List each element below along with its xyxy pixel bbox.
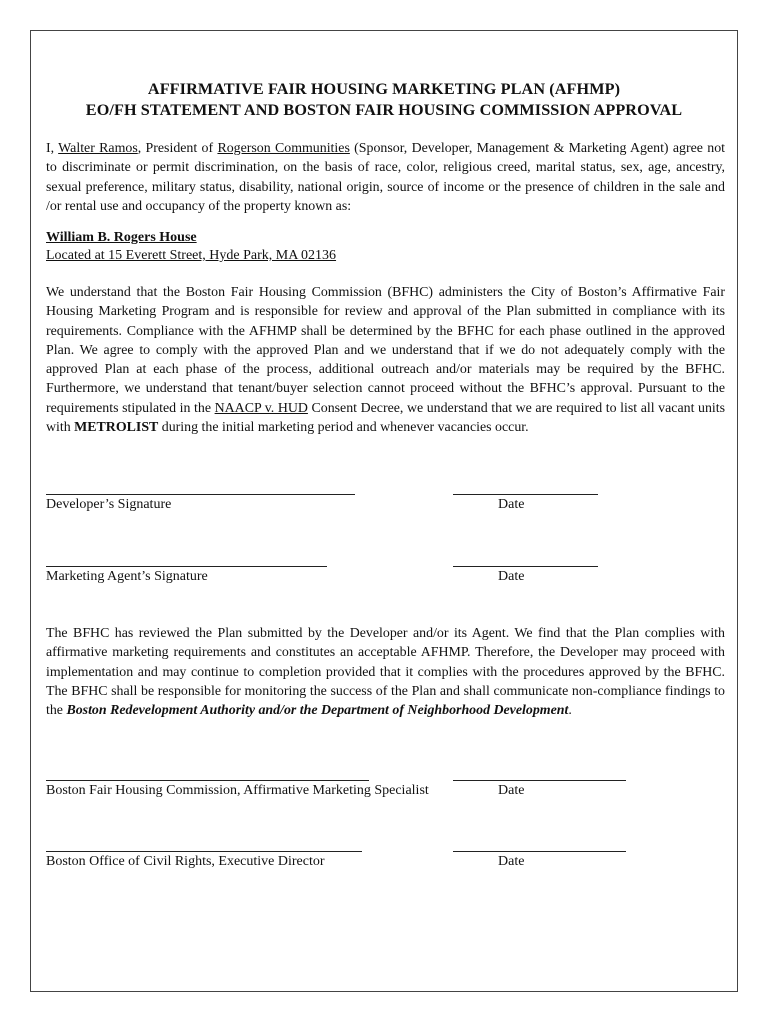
civil-rights-director-signature-line[interactable] <box>46 851 362 852</box>
developer-date-label: Date <box>498 497 525 512</box>
developer-signature-line[interactable] <box>46 494 355 495</box>
bfhc-specialist-date-line[interactable] <box>453 780 626 781</box>
document-page <box>30 30 738 992</box>
responsible-agencies: Boston Redevelopment Authority and/or the Department of Neighborhood Development <box>66 703 569 719</box>
bfhc-specialist-signature-line[interactable] <box>46 780 369 781</box>
property-name: William B. Rogers House <box>46 230 197 245</box>
president-name: Walter Ramos <box>58 141 138 156</box>
bfhc-review-paragraph <box>46 624 725 720</box>
document-title: AFFIRMATIVE FAIR HOUSING MARKETING PLAN (AFHMP) <box>147 80 621 98</box>
marketing-agent-date-line[interactable] <box>453 566 598 567</box>
marketing-agent-signature-label: Marketing Agent’s Signature <box>46 569 208 584</box>
nondiscrimination-statement <box>46 139 725 216</box>
civil-rights-director-date-label: Date <box>498 854 525 869</box>
consent-decree-case: NAACP v. HUD <box>214 400 308 416</box>
review-text: The BFHC has reviewed the Plan submitted by the Developer and/or its Agent. We find that the Plan complies with affirmative marketing requirements and constitutes an acceptable AFHMP. Therefore, the Developer may proceed with implementation and may continue to completion provided that it complies with the procedures approved by the BFHC. The BFHC shall be responsible for monitoring the success of the Plan and shall communicate non-compliance findings to the <box>46 626 725 719</box>
document-subtitle: EO/FH STATEMENT AND BOSTON FAIR HOUSING COMMISSION APPROVAL <box>85 101 683 119</box>
review-text: . <box>568 703 572 719</box>
bfhc-specialist-signature-label: Boston Fair Housing Commission, Affirmative Marketing Specialist <box>46 783 429 798</box>
statement-text: , President of <box>137 141 218 156</box>
company-name: Rogerson Communities <box>217 141 350 156</box>
metrolist-term: METROLIST <box>74 420 159 436</box>
understanding-paragraph <box>46 283 725 437</box>
statement-text: (Sponsor, Developer, Management & Marketing Agent) agree not to discriminate or permit discrimination, on the basis of race, color, religious creed, marital status, sex, age, ancestry, sexual preference, military status, disability, national origin, source of income or the presence of children in the sale and /or rental use and occupancy of the property known as: <box>46 141 725 214</box>
developer-date-line[interactable] <box>453 494 598 495</box>
property-location: Located at 15 Everett Street, Hyde Park, MA 02136 <box>46 248 337 263</box>
understanding-text: Consent Decree, we understand that we are required to list all vacant units with <box>46 400 726 436</box>
developer-signature-label: Developer’s Signature <box>46 497 172 512</box>
understanding-text: during the initial marketing period and whenever vacancies occur. <box>158 420 529 436</box>
marketing-agent-date-label: Date <box>498 569 525 584</box>
statement-text: I, <box>46 141 59 156</box>
civil-rights-director-signature-label: Boston Office of Civil Rights, Executive Director <box>46 854 325 869</box>
civil-rights-director-date-line[interactable] <box>453 851 626 852</box>
bfhc-specialist-date-label: Date <box>498 783 525 798</box>
understanding-text: We understand that the Boston Fair Housing Commission (BFHC) administers the City of Boston’s Affirmative Fair Housing Marketing Program and is responsible for review and approval of the Plan submitted in compliance with its requirements. Compliance with the AFHMP shall be determined by the BFHC for each phase outlined in the approved Plan. We agree to comply with the approved Plan and we understand that if we do not adequately comply with the approved Plan at each phase of the process, additional outreach and/or materials may be required by the BFHC. Furthermore, we understand that tenant/buyer selection cannot proceed without the BFHC’s approval. Pursuant to the requirements stipulated in the <box>46 285 725 416</box>
marketing-agent-signature-line[interactable] <box>46 566 327 567</box>
